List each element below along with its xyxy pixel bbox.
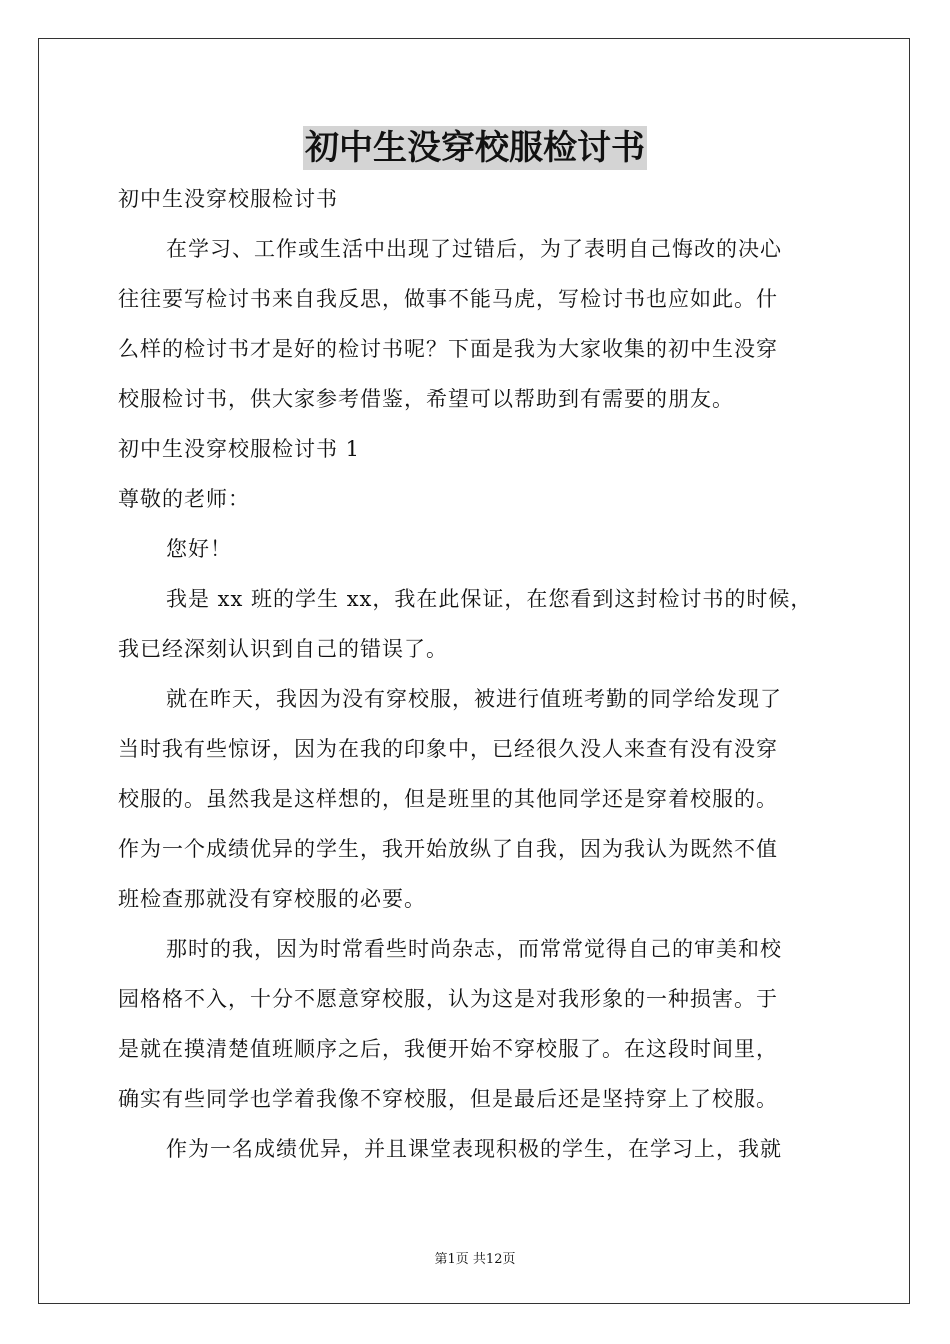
paragraph-line: 么样的检讨书才是好的检讨书呢？下面是我为大家收集的初中生没穿 xyxy=(118,337,778,361)
paragraph-line: 校服的。虽然我是这样想的，但是班里的其他同学还是穿着校服的。 xyxy=(118,787,778,811)
paragraph-line: 我已经深刻认识到自己的错误了。 xyxy=(118,637,448,661)
page-border xyxy=(38,38,910,1304)
paragraph-line: 那时的我，因为时常看些时尚杂志，而常常觉得自己的审美和校 xyxy=(166,937,782,961)
paragraph-line: 我是 xx 班的学生 xx，我在此保证，在您看到这封检讨书的时候， xyxy=(166,587,813,611)
paragraph-line: 往往要写检讨书来自我反思，做事不能马虎，写检讨书也应如此。什 xyxy=(118,287,778,311)
section-heading: 初中生没穿校服检讨书 1 xyxy=(118,437,361,461)
paragraph-line: 校服检讨书，供大家参考借鉴，希望可以帮助到有需要的朋友。 xyxy=(118,387,734,411)
subtitle-line: 初中生没穿校服检讨书 xyxy=(118,187,338,211)
paragraph-line: 作为一名成绩优异，并且课堂表现积极的学生，在学习上，我就 xyxy=(166,1137,782,1161)
greeting: 您好！ xyxy=(166,537,232,561)
paragraph-line: 班检查那就没有穿校服的必要。 xyxy=(118,887,426,911)
paragraph-line: 在学习、工作或生活中出现了过错后，为了表明自己悔改的决心 xyxy=(166,237,782,261)
paragraph-line: 作为一个成绩优异的学生，我开始放纵了自我，因为我认为既然不值 xyxy=(118,837,778,861)
paragraph-line: 当时我有些惊讶，因为在我的印象中，已经很久没人来查有没有没穿 xyxy=(118,737,778,761)
page-footer: 第1页 共12页 xyxy=(434,1252,516,1267)
title-container xyxy=(0,126,950,170)
paragraph-line: 园格格不入，十分不愿意穿校服，认为这是对我形象的一种损害。于 xyxy=(118,987,778,1011)
paragraph-line: 确实有些同学也学着我像不穿校服，但是最后还是坚持穿上了校服。 xyxy=(118,1087,778,1111)
paragraph-line: 就在昨天，我因为没有穿校服，被进行值班考勤的同学给发现了 xyxy=(166,687,782,711)
salutation: 尊敬的老师： xyxy=(118,487,250,511)
paragraph-line: 是就在摸清楚值班顺序之后，我便开始不穿校服了。在这段时间里， xyxy=(118,1037,778,1061)
document-title: 初中生没穿校服检讨书 xyxy=(305,128,645,168)
